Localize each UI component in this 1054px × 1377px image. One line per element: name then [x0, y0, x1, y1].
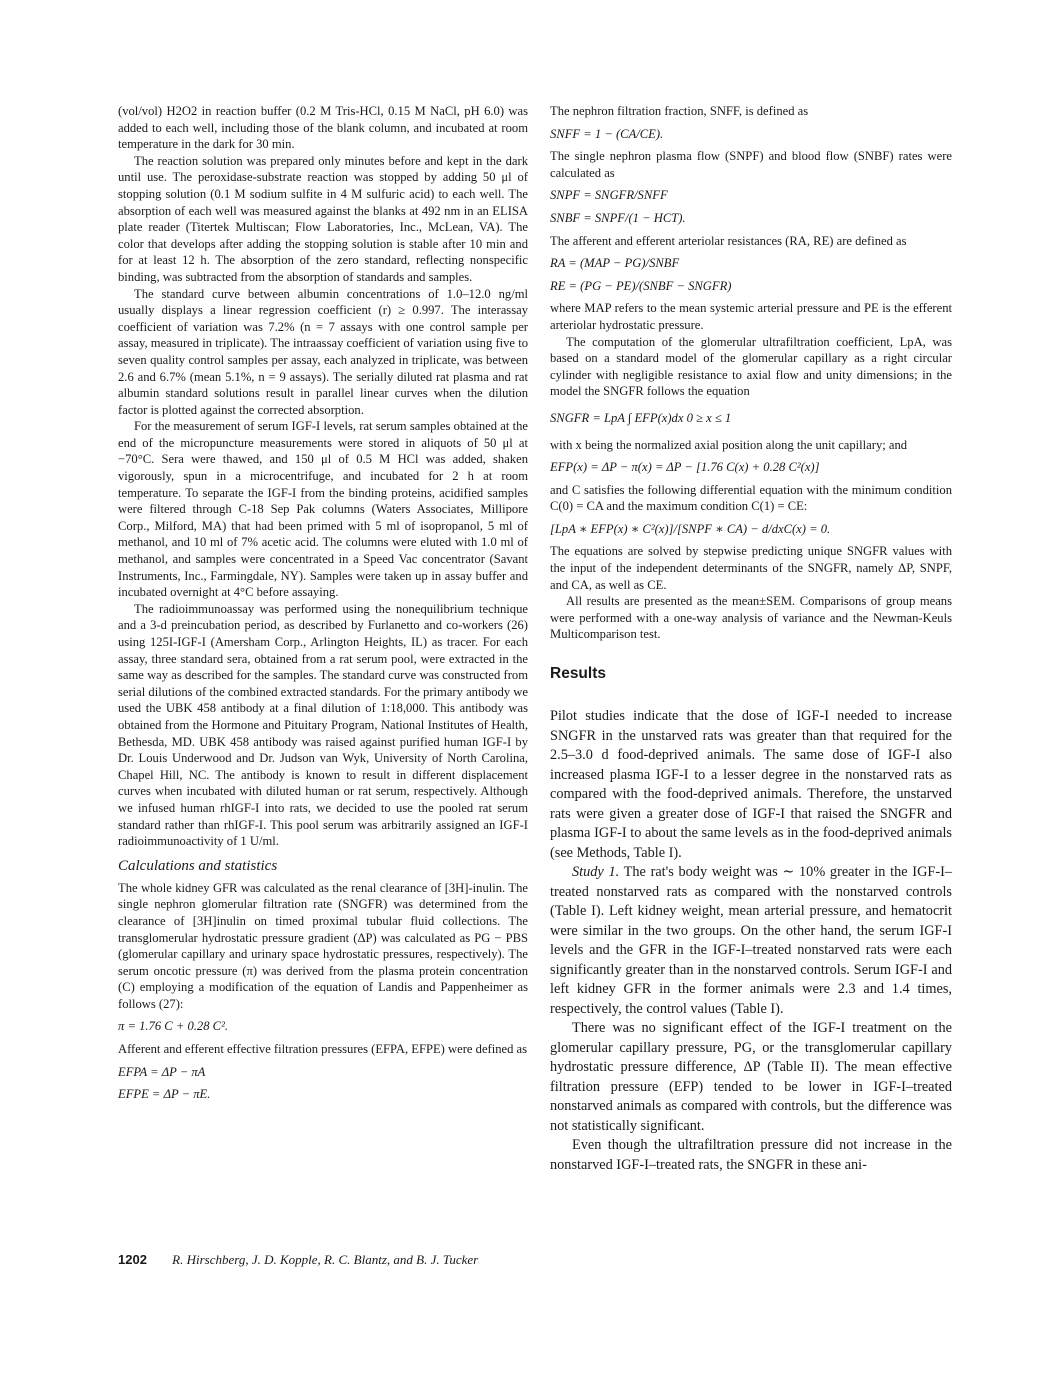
paragraph-study-1: [550, 863, 952, 1019]
paragraph: Pilot studies indicate that the dose of IGF-I needed to increase SNGFR in the unstarved rats was greater than that required for the 2.5–3.0 d food-deprived animals. The same dose of IGF-I also increased plasma IGF-I to a lesser degree in the nonstarved rats as compared with the food-deprived animals. Therefore, the unstarved rats were given a greater dose of IGF-I that raised the SNGFR and plasma IGF-I to about the same levels as in the food-deprived animals (see Methods, Table I).: [550, 708, 952, 861]
paragraph: The computation of the glomerular ultrafiltration coefficient, LpA, was based on a standard model of the glomerular capillary as a right circular cylinder with negligible resistance to axial flow and unity dimensions; in the model the SNGFR follows the equation: [550, 334, 952, 399]
results-heading: Results: [550, 665, 606, 683]
equation-snff: SNFF = 1 − (CA/CE).: [550, 126, 664, 141]
equation-snbf: SNBF = SNPF/(1 − HCT).: [550, 210, 686, 225]
paragraph: The radioimmunoassay was performed using the nonequilibrium technique and a 3-d preincubation period, as described by Furlanetto and co-workers (26) using 125I-IGF-I (Amersham Corp., Arlington Heights, IL) as tracer. For each assay, three standard sera, obtained from a rat serum pool, were extracted in the same way as described for the samples. The standard curve was constructed from serial dilutions of the combined extracted standards. For the primary antibody we used the UBK 458 antibody at a final dilution of 1:18,000. This antibody was obtained from the Hormone and Pituitary Program, National Institutes of Health, Bethesda, MD. UBK 458 antibody was raised against purified human IGF-I by Dr. Louis Underwood and Dr. Judson van Wyk, University of North Carolina, Chapel Hill, NC. The antibody is known to result in different displacement curves when incubated with diluted human or rat serum, respectively. Although we infused human rhIGF-I into rats, we decided to use the pooled rat serum standard rather than rhIGF-I. This pool serum was arbitrarily assigned an IGF-I radioimmunoactivity of 1 U/ml.: [118, 601, 528, 849]
paragraph: with x being the normalized axial position along the unit capillary; and: [550, 437, 908, 452]
equation-re: RE = (PG − PE)/(SNBF − SNGFR): [550, 278, 732, 293]
equation-efpa: EFPA = ΔP − πA: [118, 1064, 206, 1079]
paragraph: The afferent and efferent arteriolar resistances (RA, RE) are defined as: [550, 233, 907, 248]
paragraph: and C satisfies the following differential equation with the minimum condition C(0) = CA and the maximum condition C(1) = CE:: [550, 482, 952, 514]
paragraph: The standard curve between albumin concentrations of 1.0–12.0 ng/ml usually displays a linear regression coefficient (r) ≥ 0.997. The interassay coefficient of variation was 7.2% (n = 7 assays with one control sample per assay, measured in triplicate). The intraassay coefficient of variation using five to seven quality control samples per assay, each analyzed in triplicate, was between 2.6 and 6.7% (mean 5.1%, n = 9 assays). The serially diluted rat plasma and rat albumin standard solutions result in parallel linear curves when the dilution factor is plotted against the corrected absorption.: [118, 286, 528, 417]
equation-efp: EFP(x) = ΔP − π(x) = ΔP − [1.76 C(x) + 0.28 C²(x)]: [550, 460, 820, 475]
equation-efpe: EFPE = ΔP − πE.: [118, 1087, 211, 1102]
paragraph: All results are presented as the mean±SEM. Comparisons of group means were performed with a one-way analysis of variance and the Newman-Keuls Multicomparison test.: [550, 594, 952, 642]
equation-sngfr: SNGFR = LpA ∫ EFP(x)dx 0 ≥ x ≤ 1: [550, 410, 732, 425]
equation-snpf: SNPF = SNGFR/SNFF: [550, 188, 668, 203]
paragraph: where MAP refers to the mean systemic arterial pressure and PE is the efferent arteriolar hydrostatic pressure.: [550, 301, 952, 332]
page-footer: [118, 1252, 478, 1268]
study-label: Study 1.: [572, 864, 620, 881]
paragraph: The equations are solved by stepwise predicting unique SNGFR values with the input of the independent determinants of the SNGFR, namely ΔP, SNPF, and CA, as well as CE.: [550, 544, 952, 592]
paragraph: The reaction solution was prepared only minutes before and kept in the dark until use. The peroxidase-substrate reaction was stopped by adding 50 μl of stopping solution (0.1 M sodium sulfite in 4 M sulfuric acid) to each well. The absorption of each well was measured against the blanks at 492 nm in an ELISA plate reader (Titertek Multiscan; Flow Laboratories, Inc., McLean, VA). The color that develops after adding the stopping solution is stable after 10 min and for at least 12 h. The absorption of the zero standard, reflecting nonspecific binding, was subtracted from the absorption of standards and samples.: [118, 153, 528, 284]
paragraph: There was no significant effect of the IGF-I treatment on the glomerular capillary pressure, PG, or the transglomerular capillary hydrostatic pressure difference, ΔP (Table II). The mean effective filtration pressure (EFP) tended to be lower in IGF-I–treated nonstarved animals as compared with controls, but the difference was not statistically significant.: [550, 1020, 952, 1134]
section-heading: Calculations and statistics: [118, 857, 278, 874]
paragraph: Afferent and efferent effective filtration pressures (EFPA, EFPE) were defined as: [118, 1042, 528, 1057]
equation-ra: RA = (MAP − PG)/SNBF: [550, 256, 680, 271]
paragraph: The single nephron plasma flow (SNPF) and blood flow (SNBF) rates were calculated as: [550, 149, 952, 180]
study-text: The rat's body weight was ∼ 10% greater in the IGF-I–treated nonstarved rats as compared with the nonstarved controls (Table I). Left kidney weight, mean arterial pressure, and hematocrit were similar in the two groups. On the other hand, the serum IGF-I levels and the GFR in the IGF-I–treated nonstarved rats were each significantly greater than in the nonstarved controls. Serum IGF-I and left kidney GFR in the former animals were 2.3 and 1.4 times, respectively, the control values (Table I).: [550, 864, 953, 1017]
paragraph: The nephron filtration fraction, SNFF, is defined as: [550, 104, 809, 118]
equation-oncotic: π = 1.76 C + 0.28 C².: [118, 1019, 228, 1034]
author-line: R. Hirschberg, J. D. Kopple, R. C. Blantz, and B. J. Tucker: [172, 1252, 479, 1267]
right-column: [550, 103, 952, 1175]
equation-differential: [LpA ∗ EFP(x) ∗ C²(x)]/[SNPF ∗ CA) − d/dxC(x) = 0.: [550, 521, 831, 536]
left-column: [118, 103, 528, 1109]
page-number: 1202: [118, 1252, 147, 1267]
paragraph: For the measurement of serum IGF-I levels, rat serum samples obtained at the end of the micropuncture measurements were stored in aliquots of 50 μl at −70°C. Sera were thawed, and 150 μl of 0.5 M HCl was added, shaken vigorously, spun in a microcentrifuge, and incubated for 2 h at room temperature. To separate the IGF-I from the binding proteins, acidified samples were filtered through C-18 Sep Pak columns (Waters Associates, Millipore Corp., Milford, MA) that had been primed with 5 ml of isopropanol, 5 ml of methanol, and 10 ml of 7% acetic acid. The columns were eluted with 1.0 ml of methanol, and samples were concentrated in a Speed Vac concentrator (Savant Instruments, Inc., Farmingdale, NY). Samples were taken up in assay buffer and incubated overnight at 4°C before assaying.: [118, 419, 528, 600]
paragraph: (vol/vol) H2O2 in reaction buffer (0.2 M Tris-HCl, 0.15 M NaCl, pH 6.0) was added to each well, including those of the blank column, and incubated at room temperature in the dark for 30 min.: [118, 104, 528, 152]
paragraph: Even though the ultrafiltration pressure did not increase in the nonstarved IGF-I–treated rats, the SNGFR in these ani-: [550, 1137, 952, 1173]
paragraph: The whole kidney GFR was calculated as the renal clearance of [3H]-inulin. The single nephron glomerular filtration rate (SNGFR) was determined from the clearance of [3H]inulin on timed proximal tubular fluid collections. The transglomerular hydrostatic pressure gradient (ΔP) was calculated as PG − PBS (glomerular capillary and urinary space hydrostatic pressures, respectively). The serum oncotic pressure (π) was derived from the plasma protein concentration (C) employing a modification of the equation of Landis and Pappenheimer as follows (27):: [118, 880, 528, 1011]
results-body: [550, 707, 952, 1175]
